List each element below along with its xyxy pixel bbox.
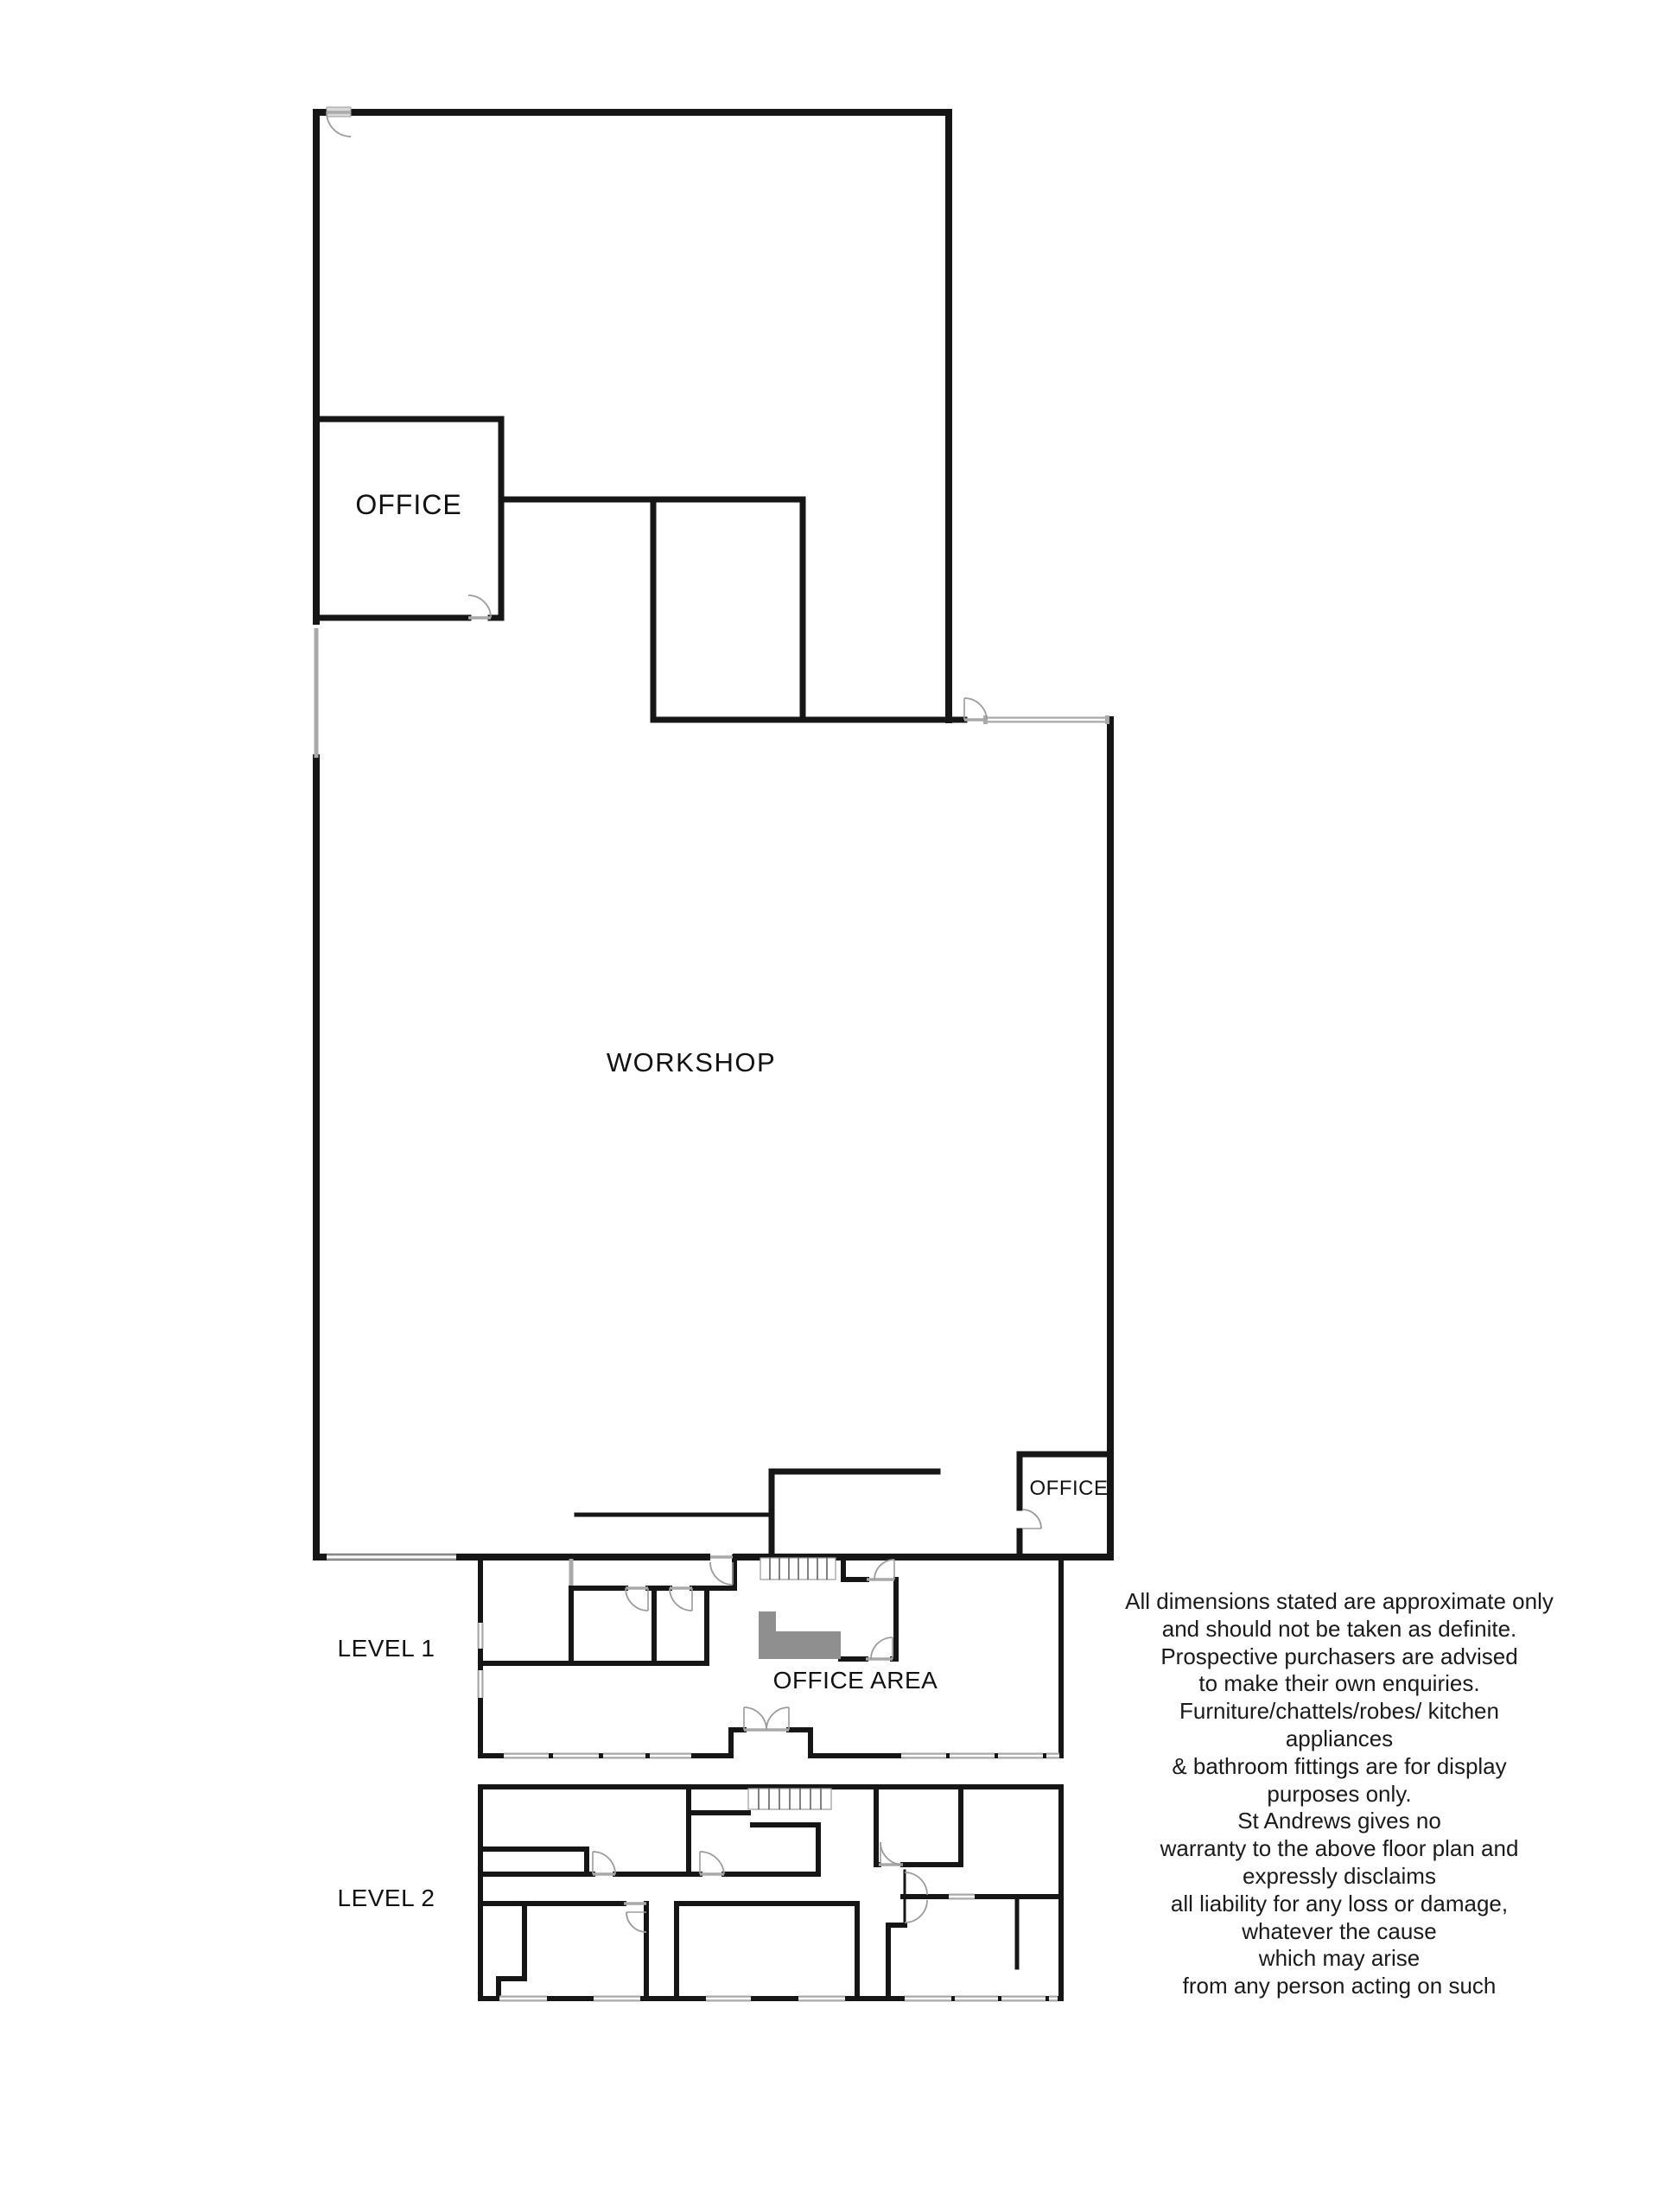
disclaimer-line: all liability for any loss or damage,: [1170, 1890, 1509, 1916]
plan-labels: [338, 489, 1109, 1911]
level2-plan: [480, 1787, 1061, 1999]
office-bottom-right-walls: [1020, 1454, 1110, 1557]
disclaimer-line: from any person acting on such: [1182, 1973, 1497, 1999]
window-glass-core: [327, 1557, 1059, 1999]
stairs-level1: [760, 1558, 836, 1580]
disclaimer-line: purposes only.: [1267, 1780, 1412, 1807]
windows: [327, 1557, 1059, 1999]
main-outer-walls: [316, 112, 1110, 1557]
stairs-level2: [748, 1789, 831, 1809]
glazed-wall-segments: [316, 628, 571, 1586]
level1-plan: [480, 1557, 1061, 1756]
disclaimer-block: [1115, 1588, 1564, 2000]
disclaimer-line: which may arise: [1258, 1945, 1421, 1972]
reception-desk: [759, 1611, 841, 1659]
disclaimer-line: All dimensions stated are approximate only: [1125, 1588, 1554, 1614]
disclaimer-line: Furniture/chattels/robes/ kitchen: [1179, 1698, 1499, 1725]
disclaimer-line: Prospective purchasers are advised: [1160, 1643, 1518, 1669]
disclaimer-line: whatever the cause: [1242, 1917, 1437, 1944]
level2-walls: [480, 1787, 1061, 1999]
disclaimer-line: & bathroom fittings are for display: [1172, 1752, 1507, 1779]
door-openings: [327, 112, 733, 1557]
disclaimer-line: to make their own enquiries.: [1198, 1670, 1480, 1697]
disclaimer-line: warranty to the above floor plan and: [1160, 1835, 1519, 1862]
office-area-label: OFFICE AREA: [772, 1667, 938, 1694]
disclaimer-line: and should not be taken as definite.: [1161, 1615, 1517, 1642]
workshop-label: WORKSHOP: [606, 1047, 777, 1077]
level-2-label: LEVEL 2: [337, 1885, 435, 1911]
disclaimer-line: appliances: [1285, 1725, 1394, 1751]
window-glass: [327, 1557, 1059, 1999]
main-inner-walls: [501, 499, 964, 1557]
sill-end-cap: [1105, 715, 1109, 724]
door-leaves: [593, 698, 1041, 1912]
disclaimer-line: expressly disclaims: [1243, 1862, 1436, 1889]
office-top-label: OFFICE: [355, 489, 462, 520]
level-1-label: LEVEL 1: [337, 1635, 435, 1662]
main-plan: [316, 107, 1110, 1586]
disclaimer-line: St Andrews gives no: [1237, 1808, 1441, 1834]
office-bottom-right-label: OFFICE: [1029, 1477, 1109, 1500]
